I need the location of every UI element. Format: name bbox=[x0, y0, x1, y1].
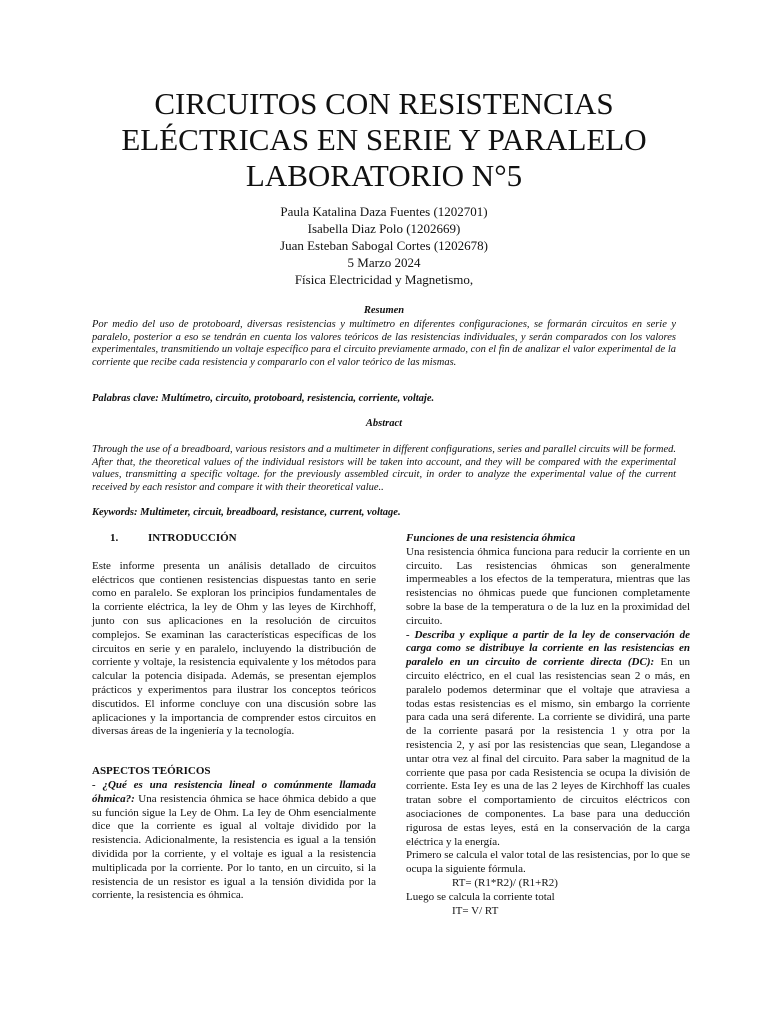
abstract-keywords: Keywords: Multimeter, circuit, breadboard, resistance, current, voltage. bbox=[92, 507, 401, 518]
section-title: INTRODUCCIÓN bbox=[148, 532, 237, 544]
title-line: CIRCUITOS CON RESISTENCIAS bbox=[154, 86, 614, 121]
funciones-heading: Funciones de una resistencia óhmica bbox=[406, 532, 576, 544]
ohmic-answer: Una resistencia óhmica se hace óhmica debido a que su función sigue la Ley de Ohm. La Iey de Ohm esencialmente dice que la corriente es igual al voltaje dividido por la resistencia. Adicionalmente, la resistencia es igual a la tensión dividida por la corriente, y el voltaje es igual a la resistencia multiplicada por la corriente. Por lo tanto, en un circuito, si la resistencia de un resistor es igual a la tensión dividida por la corriente, la resistencia es óhmica. bbox=[92, 792, 376, 902]
right-column bbox=[406, 532, 690, 918]
funciones-paragraph: Una resistencia óhmica funciona para reducir la corriente en un circuito. Las resistencias óhmicas son generalmente impermeables a los efectos de la temperatura, mientras que las resistencias no óhmicas puede que funcionen completamente sobre la base de la temperatura o de la luz en la proximidad del circuito. bbox=[406, 545, 690, 627]
title-line: LABORATORIO N°5 bbox=[245, 158, 523, 193]
ohmic-question: - ¿Qué es una resistencia lineal o comúnmente llamada óhmica?: bbox=[92, 778, 376, 805]
author-name: Paula Katalina Daza Fuentes (1202701) bbox=[280, 204, 488, 219]
title-line: ELÉCTRICAS EN SERIE Y PARALELO bbox=[121, 122, 647, 157]
parallel-question: - Describa y explique a partir de la ley de conservación de carga como se distribuye la corriente en las resistencias en paralelo en un circuito de corriente directa (DC): bbox=[406, 628, 690, 669]
aspectos-paragraph bbox=[92, 779, 376, 903]
step-text: Primero se calcula el valor total de las resistencias, por lo que se ocupa la siguiente fórmula. bbox=[406, 849, 690, 876]
course-name: Física Electricidad y Magnetismo, bbox=[294, 272, 474, 287]
left-column bbox=[92, 532, 376, 903]
intro-paragraph: Este informe presenta un análisis detallado de circuitos eléctricos que contienen resistencias dispuestas tanto en serie como en paralelo. Se exploran los principios fundamentales de la corriente eléctrica, la ley de Ohm y las leyes de Kirchhoff, junto con sus aplicaciones en la resolución de circuitos complejos. Se examinan las características específicas de los circuitos en serie y en paralelo, incluyendo la distribución de corriente y voltaje, la resistencia equivalente y los métodos para calcular la potencia disipada. Además, se presentan ejemplos prácticos y experimentos para ilustrar los conceptos teóricos discutidos. El informe concluye con una discusión sobre las aplicaciones y la importancia de comprender estos circuitos en diversas áreas de la ingeniería y la tecnología. bbox=[92, 559, 376, 738]
intro-heading bbox=[110, 532, 376, 546]
section-number: 1. bbox=[110, 532, 119, 544]
abstract-heading: Abstract bbox=[365, 418, 403, 429]
author-name: Isabella Diaz Polo (1202669) bbox=[307, 221, 461, 236]
aspectos-heading: ASPECTOS TEÓRICOS bbox=[92, 765, 211, 778]
paper-title bbox=[60, 86, 708, 194]
resumen-text: Por medio del uso de protoboard, diversas resistencias y multímetro en diferentes configuraciones, se formarán circuitos en serie y paralelo, posterior a eso se tendrán en cuenta los valores teóricos de las resistencias individuales, y serán comparados con los valores experimentales, transmitiendo un voltaje específico para el circuito previamente armado, con el fin de analizar el valor experimental de la corriente que recibe cada resistencia y compararlo con el valor teórico de las mismas. bbox=[92, 319, 676, 368]
resumen-keywords: Palabras clave: Multímetro, circuito, protoboard, resistencia, corriente, voltaje. bbox=[92, 393, 435, 404]
abstract-text: Through the use of a breadboard, various resistors and a multimeter in different configurations, series and parallel circuits will be formed. After that, the theoretical values of the individual resistors will be taken into account, and they will be compared with the experimental values, transmitting a specific voltage. for the previously assembled circuit, in order to analyze the experimental value of the current received by each resistor and compare it with their theoretical value.. bbox=[92, 444, 676, 493]
author-block bbox=[120, 203, 648, 288]
formula-total-current: IT= V/ RT bbox=[452, 904, 499, 917]
describa-paragraph bbox=[406, 629, 690, 850]
author-name: Juan Esteban Sabogal Cortes (1202678) bbox=[280, 238, 488, 253]
formula-total-resistance: RT= (R1*R2)/ (R1+R2) bbox=[452, 876, 558, 889]
resumen-heading: Resumen bbox=[363, 305, 405, 316]
parallel-answer: En un circuito eléctrico, en el cual las resistencias sean 2 o más, en paralelo podemos determinar que el voltaje que atraviesa a todas estas resistencias es el mismo, sin embargo la corriente para cada una será diferente. La corriente se dividirá, una parte de la corriente pasará por la resistencia 1 y otra por la resistencia 2, y así por las resistencias que sean, Llegandose a untar otra vez al final del circuito. Para saber la magnitud de la corriente que pasa por cada Resistencia se ocupa la división de corriente. Esta Iey es una de las 2 leyes de Kirchhoff las cuales tratan sobre el comportamiento de circuitos eléctricos con asociaciones de componentes. La base para una deducción rigurosa de estas leyes, está en la conservación de la carga eléctrica y la energía. bbox=[406, 656, 690, 848]
paper-date: 5 Marzo 2024 bbox=[347, 255, 421, 270]
step-text: Luego se calcula la corriente total bbox=[406, 890, 555, 903]
